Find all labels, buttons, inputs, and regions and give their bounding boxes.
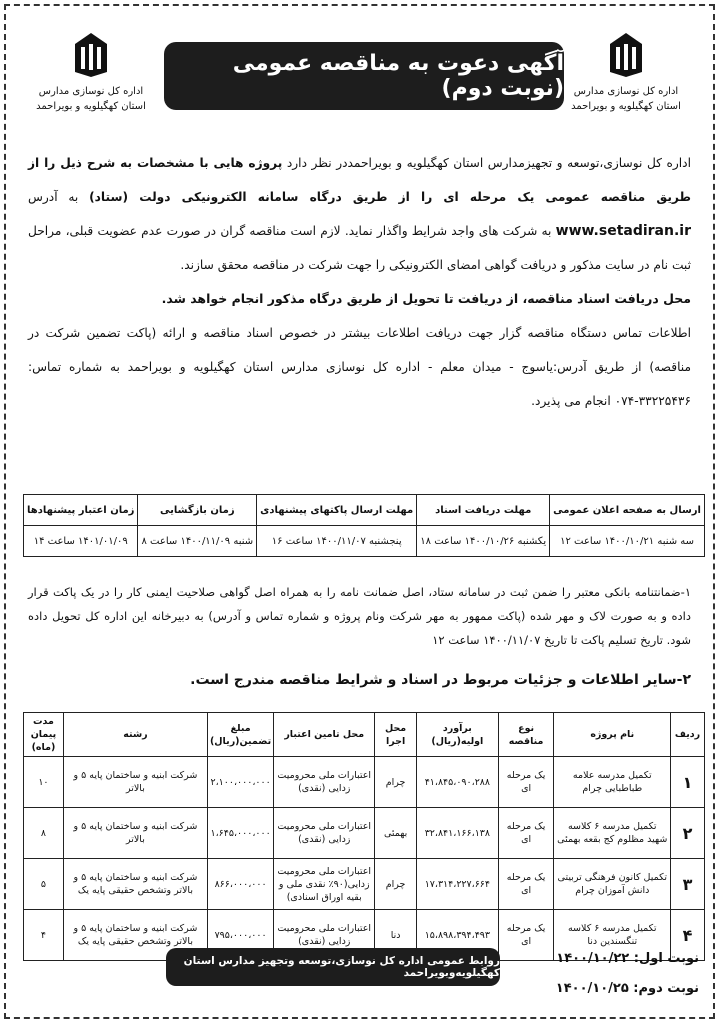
schedule-header-cell: مهلت دریافت اسناد (417, 495, 550, 526)
projects-cell: چرام (375, 757, 417, 808)
guarantee-note (28, 580, 691, 652)
projects-cell: اعتبارات ملی محرومیت زدایی (نقدی) (274, 910, 375, 961)
projects-cell: شرکت ابنیه و ساختمان پایه ۵ و بالاتر (63, 757, 207, 808)
intro-part-b: پروژه هایی با مشخصات به شرح ذیل را از طریق مناقصه عمومی یک مرحله ای را از طریق درگاه سامانه الکترونیکی دولت (ستاد) (28, 156, 691, 204)
projects-cell: چرام (375, 859, 417, 910)
table-row (24, 757, 705, 808)
projects-cell: اعتبارات ملی محرومیت زدایی(۹۰٪ نقدی ملی و بقیه اوراق اسنادی) (274, 859, 375, 910)
projects-cell: شرکت ابنیه و ساختمان پایه ۵ و بالاتر وتشخص حقیقی پایه یک (63, 859, 207, 910)
turn-second-date: ۱۴۰۰/۱۰/۲۵ (555, 981, 629, 996)
header (6, 6, 713, 142)
document-location-line: محل دریافت اسناد مناقصه، از دریافت تا تحویل از طریق درگاه مذکور انجام خواهد شد. (161, 291, 691, 306)
projects-cell: ۱۰ (24, 757, 64, 808)
projects-cell: ۴ (24, 910, 64, 961)
org-name-line2: استان کهگیلویه و بویراحمد (36, 101, 146, 112)
projects-cell: اعتبارات ملی محرومیت زدایی (نقدی) (274, 808, 375, 859)
turn-first (556, 944, 699, 974)
intro-part-d: به شرکت های واجد شرایط واگذار نماید. لازم است مناقصه گران در صورت عدم عضویت قبلی، مراحل ثبت نام در سایت مذکور و دریافت گواهی امضای الکترونیکی را جهت شرکت در مناقصه محقق سازند. (28, 224, 691, 272)
turn-first-label: نوبت اول: (629, 951, 699, 966)
projects-header-cell: رشته (63, 713, 207, 757)
projects-body (24, 757, 705, 961)
schedule-table (23, 494, 705, 557)
announcement-page (4, 4, 715, 1019)
projects-cell: تکمیل مدرسه علامه طباطبایی چرام (554, 757, 671, 808)
projects-cell: ۸۶۶،۰۰۰،۰۰۰ (207, 859, 273, 910)
table-row (24, 859, 705, 910)
schedule-header-cell: ارسال به صفحه اعلان عمومی (550, 495, 705, 526)
schedule-value-cell: یکشنبه ۱۴۰۰/۱۰/۲۶ ساعت ۱۸ (417, 526, 550, 557)
projects-cell: شرکت ابنیه و ساختمان پایه ۵ و بالاتر (63, 808, 207, 859)
projects-cell: ۲،۱۰۰،۰۰۰،۰۰۰ (207, 757, 273, 808)
schedule-value-cell: ۱۴۰۱/۰۱/۰۹ ساعت ۱۴ (24, 526, 138, 557)
school-renovation-emblem-icon (609, 32, 643, 78)
org-name-line1: اداره کل نوسازی مدارس (573, 86, 679, 97)
projects-header-cell: ردیف (671, 713, 705, 757)
org-block-left (26, 32, 156, 114)
schedule-value-row (24, 526, 705, 557)
projects-cell: ۱۵،۸۹۸،۳۹۴،۴۹۳ (416, 910, 498, 961)
section-2-heading: ۲-سایر اطلاعات و جزئیات مربوط در اسناد و شرایط مناقصه مندرج است. (190, 672, 691, 688)
contact-paragraph: اطلاعات تماس دستگاه مناقصه گزار جهت دریافت اطلاعات بیشتر در خصوص اسناد مناقصه و ارائه (پاکت تضمین شرکت در مناقصه) از طریق آدرس:یاسوج - میدان معلم - اداره کل نوسازی مدارس استان کهگیلویه و بویراحمد به شماره تماس: ۳۳۲۲۵۴۳۶-۰۷۴ انجام می پذیرد. (28, 326, 691, 408)
projects-cell: ۱،۶۴۵،۰۰۰،۰۰۰ (207, 808, 273, 859)
projects-header-cell: محل تامین اعتبار (274, 713, 375, 757)
schedule-value-cell: شنبه ۱۴۰۰/۱۱/۰۹ ساعت ۸ (138, 526, 257, 557)
projects-cell: ۳ (671, 859, 705, 910)
projects-cell: ۸ (24, 808, 64, 859)
projects-cell: ۵ (24, 859, 64, 910)
org-block-right (561, 32, 691, 114)
projects-cell: دنا (375, 910, 417, 961)
page-title: آگهی دعوت به مناقصه عمومی (نوبت دوم) (232, 51, 564, 101)
projects-header-cell: مبلغ تضمین(ریال) (207, 713, 273, 757)
projects-cell: ۱ (671, 757, 705, 808)
schedule-value-cell: پنجشنبه ۱۴۰۰/۱۱/۰۷ ساعت ۱۶ (257, 526, 417, 557)
projects-cell: تکمیل کانون فرهنگی تربیتی دانش آموزان چرام (554, 859, 671, 910)
projects-cell: اعتبارات ملی محرومیت زدایی (نقدی) (274, 757, 375, 808)
projects-header-cell: برآورد اولیه(ریال) (416, 713, 498, 757)
projects-cell: یک مرحله ای (498, 757, 554, 808)
projects-header-cell: نوع مناقصه (498, 713, 554, 757)
schedule-value-cell: سه شنبه ۱۴۰۰/۱۰/۲۱ ساعت ۱۲ (550, 526, 705, 557)
projects-cell: یک مرحله ای (498, 808, 554, 859)
projects-cell: ۲ (671, 808, 705, 859)
projects-cell: شرکت ابنیه و ساختمان پایه ۵ و بالاتر وتشخص حقیقی پایه یک (63, 910, 207, 961)
footer-banner (166, 948, 500, 986)
org-name-line1: اداره کل نوسازی مدارس (38, 86, 144, 97)
intro-text (28, 146, 691, 418)
projects-cell: یک مرحله ای (498, 859, 554, 910)
intro-paragraph (28, 146, 691, 282)
projects-cell: تکمیل مدرسه ۶ کلاسه شهید مظلوم کج بقعه بهمئی (554, 808, 671, 859)
publication-dates (556, 944, 699, 1004)
school-renovation-emblem-icon (74, 32, 108, 78)
setad-url-link[interactable]: www.setadiran.ir (555, 223, 691, 239)
schedule-header-cell: زمان اعتبار پیشنهادها (24, 495, 138, 526)
turn-second-label: نوبت دوم: (628, 981, 699, 996)
turn-first-date: ۱۴۰۰/۱۰/۲۲ (556, 951, 630, 966)
projects-header-cell: محل اجرا (375, 713, 417, 757)
projects-header-cell: مدت پیمان (ماه) (24, 713, 64, 757)
projects-cell: ۳۲،۸۴۱،۱۶۶،۱۳۸ (416, 808, 498, 859)
projects-header-cell: نام پروژه (554, 713, 671, 757)
projects-cell: ۴ (671, 910, 705, 961)
projects-table (23, 712, 705, 961)
schedule-header-row (24, 495, 705, 526)
table-row (24, 808, 705, 859)
schedule-header-cell: زمان بازگشایی (138, 495, 257, 526)
projects-cell: تکمیل مدرسه ۶ کلاسه تنگسندین دنا (554, 910, 671, 961)
projects-cell: ۱۷،۳۱۴،۲۲۷،۶۶۴ (416, 859, 498, 910)
turn-second (556, 974, 699, 1004)
org-name-line2: استان کهگیلویه و بویراحمد (571, 101, 681, 112)
public-relations-text: روابط عمومی اداره کل نوسازی،توسعه وتجهیز مدارس استان کهگیلویه‌وبویراحمد (183, 955, 500, 979)
intro-part-a: اداره کل نوسازی،توسعه و تجهیزمدارس استان کهگیلویه و بویراحمددر نظر دارد (282, 156, 691, 170)
projects-cell: ۴۱،۸۴۵،۰۹۰،۲۸۸ (416, 757, 498, 808)
projects-cell: ۷۹۵،۰۰۰،۰۰۰ (207, 910, 273, 961)
projects-cell: یک مرحله ای (498, 910, 554, 961)
schedule-header-cell: مهلت ارسال پاکتهای پیشنهادی (257, 495, 417, 526)
projects-header-row (24, 713, 705, 757)
guarantee-note-text: ۱-ضمانتنامه بانکی معتبر را ضمن ثبت در سامانه ستاد، اصل ضمانت نامه را به همراه اصل گواهی صلاحیت ایمنی کار را در یک پاکت قرار داده و به صورت لاک و مهر شده (پاکت ممهور به مهر شرکت ونام پروژه و شماره تماس و آدرس) به دبیرخانه این اداره کل تحویل داده شود. تاریخ تسلیم پاکت تا تاریخ ۱۴۰۰/۱۱/۰۷ ساعت ۱۲ (28, 585, 691, 647)
projects-cell: بهمئی (375, 808, 417, 859)
intro-part-c: به آدرس (28, 190, 90, 204)
title-banner (164, 42, 564, 110)
